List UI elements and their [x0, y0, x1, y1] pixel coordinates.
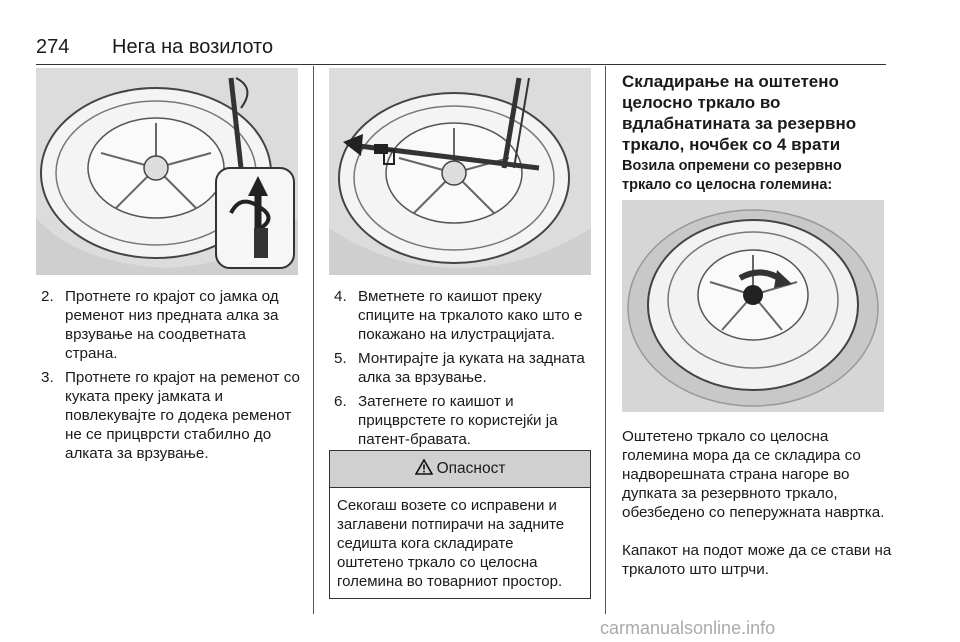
- warning-header: [330, 451, 590, 488]
- section-title: Складирање на оштетено целосно тркало во вдлабнатината за резервно тркало, ночбек со 4 врати: [622, 72, 857, 154]
- header-rule: [36, 64, 886, 65]
- wheel-in-spare-well-figure: [622, 200, 884, 412]
- step-item: [334, 392, 594, 449]
- page-number: 274: [36, 36, 70, 58]
- subheading: Возила опремени со резервно тркало со целосна големина:: [622, 158, 842, 193]
- paragraph: Капакот на подот може да се стави на тркалото што штрчи.: [622, 542, 892, 578]
- step-number: 6.: [334, 393, 347, 410]
- step-text: Затегнете го каишот и прицврстете го користејќи ја патент-бравата.: [358, 393, 558, 448]
- watermark: carmanualsonline.info: [600, 618, 776, 638]
- steps-list-middle: [334, 287, 594, 454]
- strap-over-spokes-figure: [329, 68, 591, 275]
- column-divider-left: [313, 66, 314, 614]
- steps-list-left: [41, 287, 301, 468]
- column-divider-right: [605, 66, 606, 614]
- step-item: [41, 287, 301, 363]
- step-item: [334, 287, 594, 344]
- spare-wheel-strap-loop-figure: [36, 68, 298, 275]
- step-item: [41, 368, 301, 463]
- danger-warning-box: [329, 450, 591, 599]
- step-text: Протнете го крајот на ременот со куката преку јамката и повлекувајте го додека ременот не се прицврсти стабилно до алката за врзување.: [65, 369, 301, 462]
- step-text: Вметнете го каишот преку спиците на тркалото како што е покажано на илустрацијата.: [358, 288, 583, 343]
- warning-title: Опасност: [436, 460, 506, 477]
- step-number: 2.: [41, 288, 54, 305]
- step-text: Протнете го крајот со јамка од ременот низ предната алка за врзување на соодветната страна.: [65, 288, 279, 362]
- warning-body: Секогаш возете со исправени и заглавени потпирачи на задните седишта кога складирате оштетено тркало со целосна големина во товарниот простор.: [337, 497, 565, 590]
- step-number: 3.: [41, 369, 54, 386]
- step-item: [334, 349, 594, 387]
- step-number: 5.: [334, 350, 347, 367]
- step-text: Монтирајте ја куката на задната алка за врзување.: [358, 350, 585, 386]
- page-title: Нега на возилото: [112, 36, 274, 58]
- step-number: 4.: [334, 288, 347, 305]
- paragraph: Оштетено тркало со целосна големина мора да се складира со надворешната страна нагоре во дупката за резервното тркало, обезбедено со пеперужната навртка.: [622, 428, 885, 521]
- warning-triangle-icon: [415, 459, 433, 480]
